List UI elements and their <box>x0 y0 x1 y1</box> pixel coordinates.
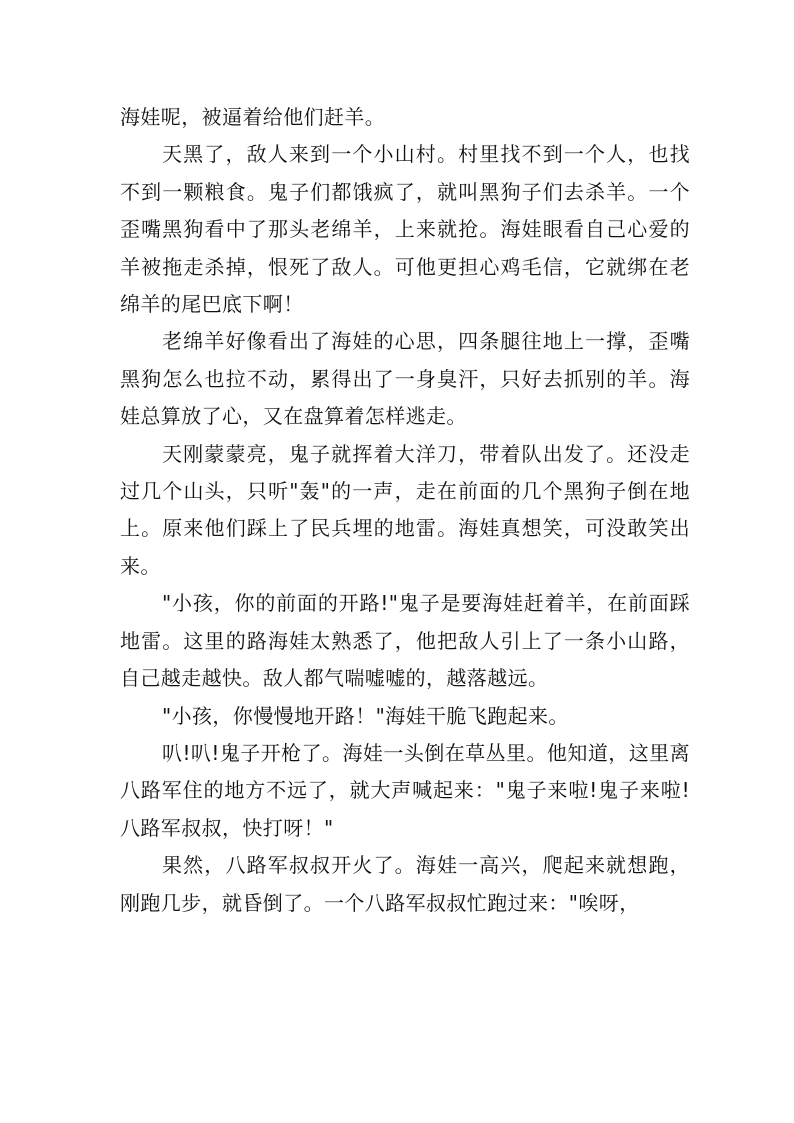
paragraph-6: "小孩，你慢慢地开路！"海娃干脆飞跑起来。 <box>162 703 569 728</box>
paragraph-1: 海娃呢，被逼着给他们赶羊。 <box>120 105 386 129</box>
paragraph-5: "小孩，你的前面的开路!"鬼子是要海娃赶着羊，在前面踩地雷。这里的路海娃太熟悉了，他把敌人引上了一条小山路，自己越走越快。敌人都气喘嘘嘘的，越落越远。 <box>120 591 690 691</box>
paragraph-4: 天刚蒙蒙亮，鬼子就挥着大洋刀，带着队出发了。还没走过几个山头，只听"轰"的一声，走在前面的几个黑狗子倒在地上。原来他们踩上了民兵埋的地雷。海娃真想笑，可没敢笑出来。 <box>120 441 690 578</box>
paragraph-3: 老绵羊好像看出了海娃的心思，四条腿往地上一撑，歪嘴黑狗怎么也拉不动，累得出了一身臭汗，只好去抓别的羊。海娃总算放了心，又在盘算着怎样逃走。 <box>120 329 690 429</box>
paragraph-8: 果然，八路军叔叔开火了。海娃一高兴，爬起来就想跑，刚跑几步，就昏倒了。一个八路军叔叔忙跑过来："唉呀， <box>120 853 690 915</box>
paragraph-2: 天黑了，敌人来到一个小山村。村里找不到一个人，也找不到一颗粮食。鬼子们都饿疯了，就叫黑狗子们去杀羊。一个歪嘴黑狗看中了那头老绵羊，上来就抢。海娃眼看自己心爱的羊被拖走杀掉，恨死了敌人。可他更担心鸡毛信，它就绑在老绵羊的尾巴底下啊！ <box>120 142 690 317</box>
story-text <box>120 99 690 922</box>
paragraph-7: 叭!叭!鬼子开枪了。海娃一头倒在草丛里。他知道，这里离八路军住的地方不远了，就大声喊起来："鬼子来啦!鬼子来啦!八路军叔叔，快打呀！" <box>120 740 690 840</box>
